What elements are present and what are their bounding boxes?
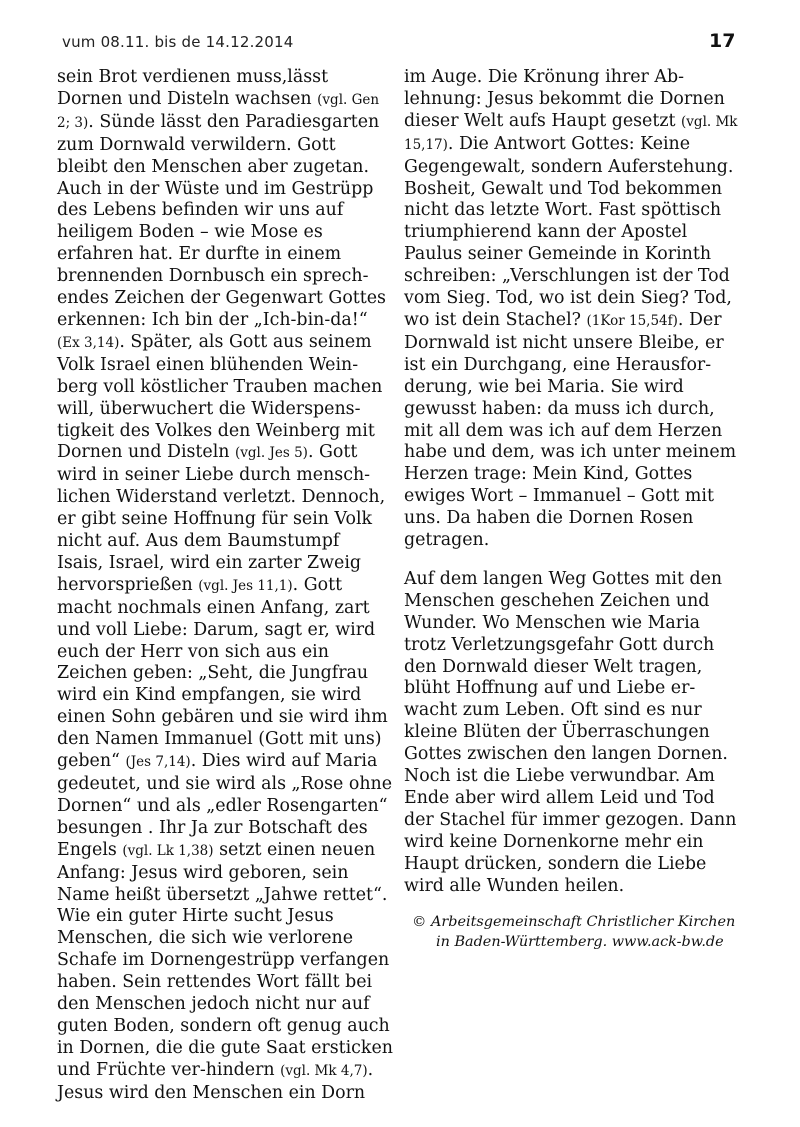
text-line: [404, 310, 749, 333]
text-line: [57, 135, 402, 157]
text-line: [57, 1038, 402, 1060]
text-segment: sein Brot verdienen muss,lässt: [57, 67, 329, 87]
text-line: [404, 333, 749, 355]
text-segment: Dornen“ und als „edler Rosengarten“: [57, 795, 388, 816]
text-segment: Isais, Israel, wird ein zarter Zweig: [57, 552, 362, 573]
text-line: [404, 700, 749, 722]
text-line: [404, 244, 749, 266]
text-line: [57, 222, 402, 244]
text-line: [57, 707, 402, 729]
text-segment: . Sünde lässt den Paradiesgarten: [88, 111, 380, 132]
paragraph-spacer: [404, 552, 749, 569]
copyright-notice: [404, 912, 749, 952]
text-line: [57, 796, 402, 818]
text-segment: Herzen trage: Mein Kind, Gottes: [404, 464, 693, 485]
text-line: [57, 598, 402, 620]
text-segment: Auch in der Wüste und im Gestrüpp: [57, 178, 374, 199]
text-line: [404, 876, 749, 898]
text-segment: wacht zum Leben. Oft sind es nur: [404, 700, 702, 721]
text-line: [404, 508, 749, 530]
text-line: [57, 972, 402, 994]
text-line: [57, 575, 402, 598]
text-segment: den Namen Immanuel (Gott mit uns): [57, 729, 382, 750]
text-segment: . Die Antwort Gottes: Keine: [447, 133, 691, 154]
text-line: [404, 222, 749, 244]
text-segment: erfahren hat. Er durfte in einem: [57, 244, 342, 265]
text-segment: Menschen geschehen Zeichen und: [404, 590, 710, 611]
text-segment: Bosheit, Gewalt und Tod bekommen: [404, 178, 723, 199]
text-segment: des Lebens befinden wir uns auf: [57, 200, 344, 221]
text-line: [57, 288, 402, 310]
text-segment: Ende aber wird allem Leid und Tod: [404, 788, 715, 808]
header-date-range: vum 08.11. bis de 14.12.2014: [62, 33, 294, 51]
text-segment: und voll Liebe: Darum, sagt er, wird: [57, 619, 376, 640]
bible-reference: (Jes 7,14): [125, 754, 191, 771]
text-line: [404, 399, 749, 421]
text-line: [57, 906, 402, 928]
text-segment: wird keine Dornenkorne mehr ein: [404, 831, 704, 852]
text-line: [404, 134, 749, 157]
text-segment: wird in seiner Liebe durch mensch-: [57, 465, 371, 486]
page-number: 17: [709, 30, 736, 52]
text-segment: in Dornen, die die gute Saat ersticken: [57, 1037, 393, 1058]
text-segment: berg voll köstlicher Trauben machen: [57, 376, 383, 397]
text-line: [57, 89, 402, 112]
text-segment: nicht das letzte Wort. Fast spöttisch: [404, 200, 722, 221]
text-segment: Gottes zwischen den langen Dornen.: [404, 744, 728, 765]
text-segment: der Stachel für immer gezogen. Dann: [404, 809, 737, 830]
text-line: [57, 244, 402, 266]
text-segment: hervorsprießen: [57, 574, 199, 595]
text-segment: Gegengewalt, sondern Auferstehung.: [404, 156, 734, 177]
text-segment: Dornen und Disteln: [57, 442, 236, 463]
text-segment: Volk Israel einen blühenden Wein-: [57, 354, 359, 375]
text-segment: endes Zeichen der Gegenwart Gottes: [57, 288, 386, 309]
text-line: [404, 530, 749, 552]
text-line: [57, 421, 402, 443]
text-segment: er gibt seine Hoffnung für sein Volk: [57, 509, 373, 530]
text-line: [404, 744, 749, 766]
text-line: [404, 67, 749, 89]
text-segment: vom Sieg. Tod, wo ist dein Sieg? Tod,: [404, 288, 732, 309]
text-line: [57, 531, 402, 553]
text-line: [57, 642, 402, 664]
text-segment: erkennen: Ich bin der „Ich-bin-da!“: [57, 309, 368, 330]
bible-reference: (vgl. Jes 11,1): [198, 577, 293, 594]
text-segment: Jesus wird den Menschen ein Dorn: [57, 1082, 366, 1103]
text-line: [404, 266, 749, 288]
bible-reference: (vgl. Jes 5): [235, 445, 308, 462]
text-line: [57, 663, 402, 685]
text-segment: geben“: [57, 751, 126, 772]
text-segment: Noch ist die Liebe verwundbar. Am: [404, 766, 715, 787]
text-segment: Engels: [57, 839, 123, 860]
text-segment: habe und dem, was ich unter meinem: [404, 442, 737, 463]
text-line: [57, 310, 402, 332]
bible-reference: (vgl. Gen: [317, 91, 380, 108]
text-segment: Wie ein guter Hirte sucht Jesus: [57, 906, 334, 927]
text-line: [404, 722, 749, 744]
text-line: [404, 179, 749, 201]
text-segment: zum Dornwald verwildern. Gott: [57, 134, 336, 155]
bible-reference: (1Kor 15,54f): [586, 312, 678, 329]
text-segment: euch der Herr von sich aus ein: [57, 641, 329, 662]
text-segment: ewiges Wort – Immanuel – Gott mit: [404, 486, 714, 507]
bible-reference: 15,17): [404, 136, 448, 153]
text-segment: bleibt den Menschen aber zugetan.: [57, 156, 370, 177]
text-segment: . Der: [677, 309, 722, 330]
text-line: [404, 613, 749, 635]
text-line: [57, 818, 402, 840]
text-segment: haben. Sein rettendes Wort fällt bei: [57, 972, 373, 993]
text-line: [57, 994, 402, 1016]
text-segment: tigkeit des Volkes den Weinberg mit: [57, 420, 375, 441]
text-segment: lichen Widerstand verletzt. Dennoch,: [57, 487, 386, 508]
text-segment: Zeichen geben: „Seht, die Jungfrau: [57, 663, 369, 684]
text-line: [404, 657, 749, 679]
text-line: [404, 766, 749, 788]
text-line: [57, 774, 402, 796]
text-segment: kleine Blüten der Überraschungen: [404, 722, 710, 743]
text-line: [57, 840, 402, 863]
text-line: [404, 678, 749, 700]
left-text-column: [57, 67, 402, 1105]
text-segment: nicht auf. Aus dem Baumstumpf: [57, 531, 340, 552]
text-segment: wo ist dein Stachel?: [404, 309, 587, 330]
text-segment: heiligem Boden – wie Mose es: [57, 222, 323, 243]
right-paragraph-2: [404, 569, 749, 898]
text-line: [404, 591, 749, 613]
text-line: [404, 486, 749, 508]
bible-reference: (Ex 3,14): [57, 334, 120, 351]
text-segment: Name heißt übersetzt „Jahwe rettet“.: [57, 884, 388, 905]
text-segment: Anfang: Jesus wird geboren, sein: [57, 862, 349, 883]
text-line: [404, 464, 749, 486]
text-segment: uns. Da haben die Dornen Rosen: [404, 508, 694, 529]
text-segment: Paulus seiner Gemeinde in Korinth: [404, 244, 712, 265]
text-line: [57, 355, 402, 377]
text-line: [57, 863, 402, 885]
text-line: [57, 729, 402, 751]
text-line: [404, 377, 749, 399]
text-line: [404, 569, 749, 591]
text-segment: gewusst haben: da muss ich durch,: [404, 398, 715, 419]
text-line: [57, 553, 402, 575]
text-segment: . Später, als Gott aus seinem: [119, 331, 372, 352]
text-line: [57, 1060, 402, 1083]
text-line: [404, 810, 749, 832]
text-segment: . Gott: [292, 574, 343, 595]
right-text-column: [404, 67, 749, 952]
copyright-line-1: © Arbeitsgemeinschaft Christlicher Kirchen: [412, 913, 736, 930]
text-line: [404, 635, 749, 657]
text-segment: derung, wie bei Maria. Sie wird: [404, 376, 684, 397]
text-line: [404, 288, 749, 310]
text-line: [57, 377, 402, 399]
text-segment: triumphierend kann der Apostel: [404, 222, 688, 243]
text-line: [404, 788, 749, 810]
bible-reference: (vgl. Mk: [681, 113, 738, 130]
text-segment: trotz Verletzungsgefahr Gott durch: [404, 634, 715, 655]
text-segment: ist ein Durchgang, eine Herausfor-: [404, 354, 712, 375]
text-segment: . Gott: [307, 442, 358, 463]
text-line: [57, 465, 402, 487]
right-paragraph-1: [404, 67, 749, 552]
text-line: [57, 179, 402, 201]
text-segment: den Menschen jedoch nicht nur auf: [57, 994, 370, 1015]
text-line: [57, 685, 402, 707]
text-segment: schreiben: „Verschlungen ist der Tod: [404, 266, 730, 287]
text-line: [57, 1016, 402, 1038]
text-line: [57, 751, 402, 774]
text-line: [57, 487, 402, 509]
text-segment: dieser Welt aufs Haupt gesetzt: [404, 110, 682, 131]
text-segment: guten Boden, sondern oft genug auch: [57, 1015, 390, 1036]
text-segment: Auf dem langen Weg Gottes mit den: [404, 568, 723, 589]
text-line: [57, 928, 402, 950]
text-segment: blüht Hoffnung auf und Liebe er-: [404, 678, 696, 699]
text-line: [404, 832, 749, 854]
text-segment: brennenden Dornbusch ein sprech-: [57, 266, 369, 287]
text-line: [57, 266, 402, 288]
text-segment: wird ein Kind empfangen, sie wird: [57, 685, 362, 706]
bible-reference: (vgl. Lk 1,38): [122, 842, 214, 859]
bible-reference: 2; 3): [57, 114, 89, 131]
text-segment: Schafe im Dornengestrüpp verfangen: [57, 950, 390, 971]
copyright-line-2: in Baden-Württemberg. www.ack-bw.de: [436, 933, 724, 950]
text-segment: setzt einen neuen: [213, 839, 376, 860]
text-segment: will, überwuchert die Widerspens-: [57, 398, 361, 419]
text-line: [57, 950, 402, 972]
text-line: [57, 399, 402, 421]
text-segment: . Dies wird auf Maria: [190, 751, 378, 772]
text-line: [404, 157, 749, 179]
text-segment: Dornwald ist nicht unsere Bleibe, er: [404, 332, 724, 353]
text-line: [57, 1083, 402, 1105]
text-segment: lehnung: Jesus bekommt die Dornen: [404, 88, 725, 109]
text-line: [404, 442, 749, 464]
text-segment: gedeutet, und sie wird als „Rose ohne: [57, 774, 393, 794]
text-segment: mit all dem was ich auf dem Herzen: [404, 420, 723, 441]
text-line: [404, 421, 749, 443]
text-line: [57, 112, 402, 135]
text-segment: im Auge. Die Krönung ihrer Ab-: [404, 67, 684, 87]
text-line: [57, 332, 402, 355]
text-line: [57, 67, 402, 89]
text-line: [404, 355, 749, 377]
text-segment: Haupt drücken, sondern die Liebe: [404, 853, 707, 874]
text-segment: den Dornwald dieser Welt tragen,: [404, 656, 703, 677]
text-line: [57, 509, 402, 531]
text-line: [57, 157, 402, 179]
text-segment: Menschen, die sich wie verlorene: [57, 928, 354, 949]
text-segment: .: [367, 1059, 374, 1080]
text-line: [57, 200, 402, 222]
text-line: [57, 442, 402, 465]
text-line: [404, 89, 749, 111]
text-segment: und Früchte ver-hindern: [57, 1059, 281, 1080]
text-segment: getragen.: [404, 530, 490, 551]
text-segment: Dornen und Disteln wachsen: [57, 88, 318, 109]
text-segment: Wunder. Wo Menschen wie Maria: [404, 612, 701, 633]
text-line: [404, 854, 749, 876]
text-line: [404, 200, 749, 222]
text-line: [57, 885, 402, 907]
text-line: [57, 620, 402, 642]
text-segment: einen Sohn gebären und sie wird ihm: [57, 707, 388, 728]
text-segment: macht nochmals einen Anfang, zart: [57, 597, 370, 618]
text-line: [404, 111, 749, 134]
text-segment: wird alle Wunden heilen.: [404, 875, 625, 896]
bible-reference: (vgl. Mk 4,7): [280, 1062, 368, 1079]
text-segment: besungen . Ihr Ja zur Botschaft des: [57, 817, 368, 838]
